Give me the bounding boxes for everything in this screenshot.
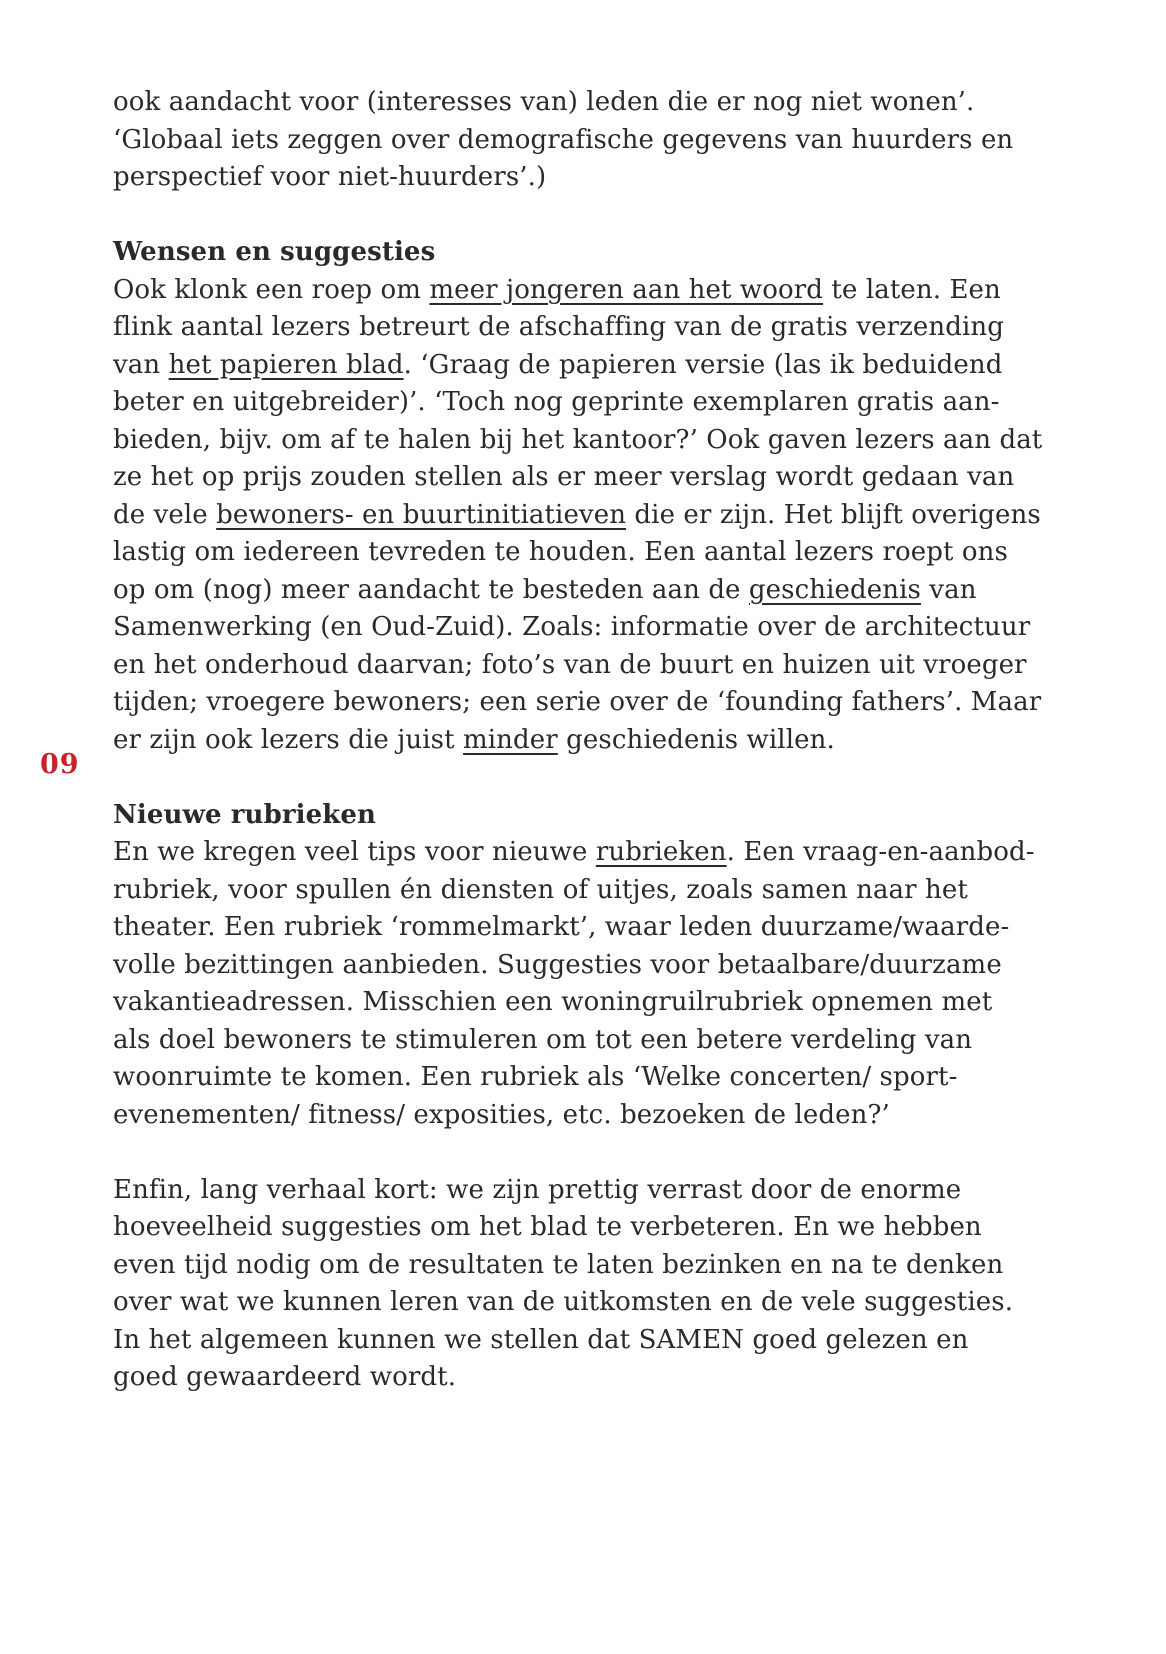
text-segment: . Een vraag-en-aanbod-	[726, 837, 1035, 867]
text-line	[113, 347, 1013, 385]
underlined-text: bewoners- en buurtinitiatieven	[216, 499, 627, 530]
paragraph	[113, 84, 1013, 197]
text-segment: geschiedenis willen.	[557, 724, 835, 755]
text-segment: er zijn ook lezers die juist	[113, 724, 464, 755]
text-line	[113, 272, 1013, 310]
text-line	[113, 834, 1035, 872]
underlined-text: rubrieken	[595, 837, 727, 867]
text-line	[113, 609, 1031, 647]
text-line	[113, 872, 1013, 910]
text-segment: tijden; vroegere bewoners; een serie over de ‘founding fathers’. Maar	[113, 687, 1042, 717]
text-line	[113, 1059, 1013, 1097]
text-segment: Enfin, lang verhaal kort: we zijn prettig verrast door de enorme	[113, 1174, 962, 1205]
underlined-text: geschiedenis	[748, 574, 921, 605]
text-column	[113, 84, 1043, 1434]
text-segment: vakantieadressen. Misschien een woningruilrubriek opnemen met	[113, 987, 993, 1017]
text-line	[113, 722, 1013, 760]
text-segment: ze het op prijs zouden stellen als er meer verslag wordt gedaan van	[113, 462, 1015, 492]
text-line	[113, 984, 1013, 1022]
paragraph	[113, 834, 1035, 1134]
text-line	[113, 534, 1013, 572]
text-segment: theater. Een rubriek ‘rommelmarkt’, waar leden duurzame/waarde-	[113, 912, 1010, 942]
text-line	[113, 1209, 1013, 1247]
text-line	[113, 1172, 1013, 1210]
text-segment: op om (nog) meer aandacht te besteden aan de	[113, 574, 749, 605]
text-segment: van	[113, 349, 169, 380]
text-segment: de vele	[113, 499, 217, 530]
text-line	[113, 1322, 1013, 1360]
text-line	[113, 909, 1013, 947]
text-segment: flink aantal lezers betreurt de afschaffing van de gratis verzending	[113, 312, 1005, 342]
underlined-text: minder	[463, 724, 558, 755]
text-line	[113, 422, 1043, 460]
text-line	[113, 572, 1013, 610]
paragraph	[113, 272, 1043, 760]
text-line	[113, 1022, 1013, 1060]
text-line	[113, 1284, 1013, 1322]
text-line	[113, 309, 1013, 347]
text-segment: evenementen/ fitness/ exposities, etc. bezoeken de leden?’	[113, 1099, 890, 1130]
underlined-text: meer jongeren aan het woord	[429, 274, 824, 305]
text-segment: Ook klonk een roep om	[113, 274, 430, 305]
text-segment: en het onderhoud daarvan; foto’s van de buurt en huizen uit vroeger	[113, 649, 1027, 680]
text-segment: perspectief voor niet-huurders’.)	[113, 162, 547, 192]
text-line	[113, 159, 1013, 197]
text-segment: . ‘Graag de papieren versie (las ik beduidend	[403, 349, 1003, 380]
text-segment: over wat we kunnen leren van de uitkomsten en de vele suggesties.	[113, 1287, 1014, 1317]
text-segment: ‘Globaal iets zeggen over demografische gegevens van huurders en	[113, 124, 1014, 155]
text-segment: die er zijn. Het blijft overigens	[626, 499, 1041, 530]
text-line	[113, 122, 1013, 160]
section-heading: Wensen en suggesties	[113, 237, 436, 267]
text-segment: van	[920, 574, 977, 605]
text-segment: In het algemeen kunnen we stellen dat SAMEN goed gelezen en	[113, 1324, 969, 1355]
text-line	[113, 1359, 1013, 1397]
page-number: 09	[40, 749, 80, 780]
text-segment: woonruimte te komen. Een rubriek als ‘Welke concerten/ sport-	[113, 1062, 958, 1092]
text-segment: rubriek, voor spullen én diensten of uitjes, zoals samen naar het	[113, 874, 968, 905]
text-line	[113, 459, 1013, 497]
text-line	[113, 684, 1042, 722]
text-segment: En we kregen veel tips voor nieuwe	[113, 837, 596, 867]
text-segment: als doel bewoners te stimuleren om tot een betere verdeling van	[113, 1024, 973, 1055]
underlined-text: het papieren blad	[168, 349, 404, 380]
text-segment: beter en uitgebreider)’. ‘Toch nog geprinte exemplaren gratis aan-	[113, 387, 1000, 417]
text-segment: hoeveelheid suggesties om het blad te verbeteren. En we hebben	[113, 1212, 982, 1242]
text-segment: te laten. Een	[823, 274, 1001, 305]
text-line	[113, 647, 1027, 685]
text-line	[113, 84, 1013, 122]
text-segment: bieden, bijv. om af te halen bij het kantoor?’ Ook gaven lezers aan dat	[113, 424, 1043, 455]
paragraph	[113, 1172, 1013, 1397]
text-line	[113, 497, 1041, 535]
text-line	[113, 384, 1013, 422]
text-segment: goed gewaardeerd wordt.	[113, 1362, 457, 1392]
text-line	[113, 1247, 1013, 1285]
text-line	[113, 947, 1013, 985]
text-segment: Samenwerking (en Oud-Zuid). Zoals: informatie over de architectuur	[113, 612, 1031, 642]
text-segment: lastig om iedereen tevreden te houden. Een aantal lezers roept ons	[113, 537, 1008, 567]
text-segment: even tijd nodig om de resultaten te laten bezinken en na te denken	[113, 1249, 1004, 1280]
text-segment: volle bezittingen aanbieden. Suggesties voor betaalbare/duurzame	[113, 949, 1002, 980]
text-segment: ook aandacht voor (interesses van) leden die er nog niet wonen’.	[113, 87, 975, 117]
text-line	[113, 1097, 1013, 1135]
section-heading: Nieuwe rubrieken	[113, 799, 377, 830]
